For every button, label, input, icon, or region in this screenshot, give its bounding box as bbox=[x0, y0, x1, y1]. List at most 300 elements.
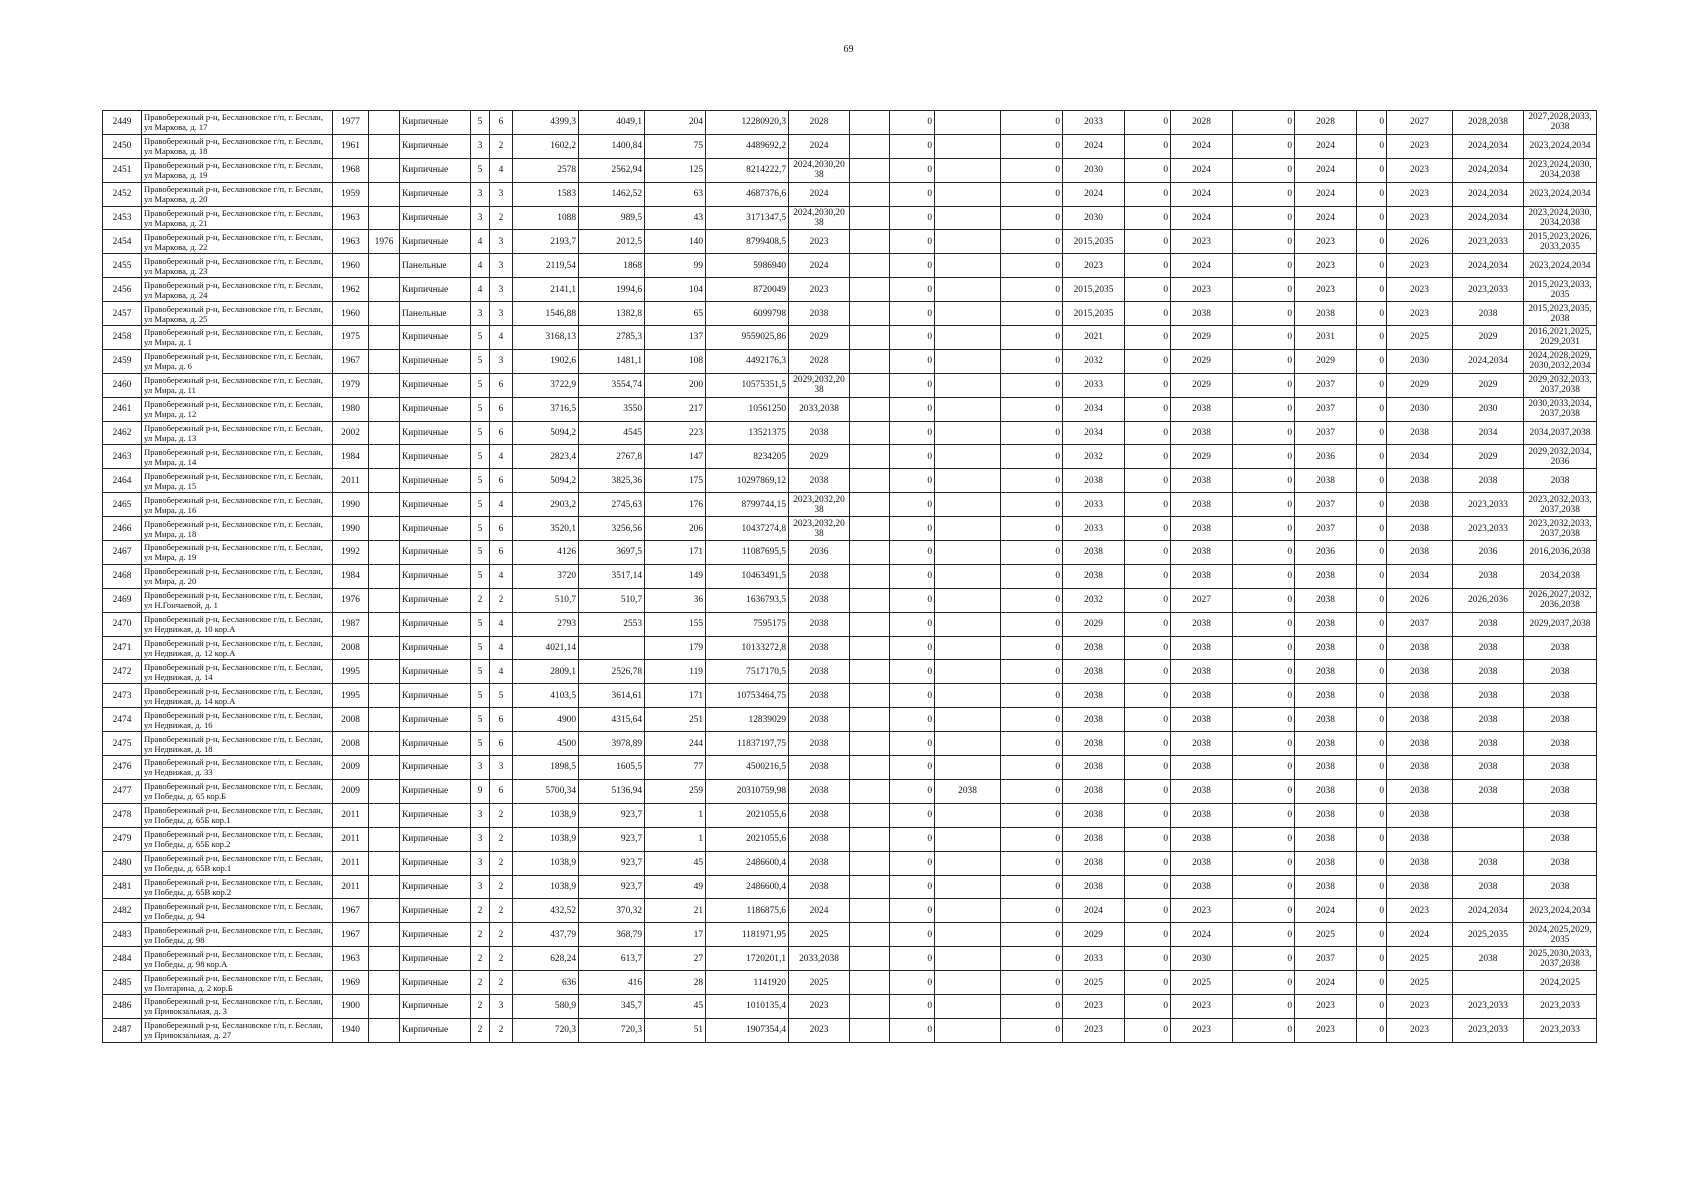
cell-value-col21: 0 bbox=[1357, 493, 1387, 517]
cell-term-col23: 2038 bbox=[1453, 469, 1524, 493]
cell-entrances: 4 bbox=[490, 326, 513, 350]
cell-value-col13: 0 bbox=[890, 875, 935, 899]
cell-term-col23: 2036 bbox=[1453, 541, 1524, 565]
cell-wall-material: Кирпичные bbox=[400, 947, 471, 971]
cell-term-col14 bbox=[935, 278, 1001, 302]
cell-term-col12 bbox=[850, 158, 890, 182]
table-row bbox=[103, 660, 1597, 684]
cell-term-col20: 2023 bbox=[1295, 1018, 1357, 1042]
cell-living-area: 989,5 bbox=[579, 206, 645, 230]
cell-entrances: 4 bbox=[490, 158, 513, 182]
cell-term-col14 bbox=[935, 803, 1001, 827]
cell-entrances: 2 bbox=[490, 851, 513, 875]
cell-term-col16: 2023 bbox=[1063, 254, 1125, 278]
cell-repair-cost: 3171347,5 bbox=[706, 206, 789, 230]
cell-entrances: 2 bbox=[490, 803, 513, 827]
cell-value-col17: 0 bbox=[1125, 397, 1171, 421]
cell-entrances: 2 bbox=[490, 971, 513, 995]
cell-entrances: 3 bbox=[490, 349, 513, 373]
cell-wall-material: Кирпичные bbox=[400, 326, 471, 350]
cell-entrances: 3 bbox=[490, 182, 513, 206]
cell-term-col18: 2023 bbox=[1171, 899, 1233, 923]
cell-term-col20: 2038 bbox=[1295, 302, 1357, 326]
cell-row-number: 2464 bbox=[103, 469, 142, 493]
cell-value-col21: 0 bbox=[1357, 684, 1387, 708]
cell-repair-cost: 9559025,86 bbox=[706, 326, 789, 350]
cell-residents: 45 bbox=[645, 994, 706, 1018]
cell-living-area: 1994,6 bbox=[579, 278, 645, 302]
cell-term-col12 bbox=[850, 612, 890, 636]
cell-term-col14 bbox=[935, 660, 1001, 684]
cell-term-roof: 2024 bbox=[789, 254, 850, 278]
cell-term-col22: 2025 bbox=[1387, 971, 1453, 995]
cell-term-col18: 2024 bbox=[1171, 923, 1233, 947]
cell-row-number: 2459 bbox=[103, 349, 142, 373]
cell-term-roof: 2038 bbox=[789, 779, 850, 803]
cell-value-col19: 0 bbox=[1233, 230, 1295, 254]
cell-term-col22: 2023 bbox=[1387, 182, 1453, 206]
cell-entrances: 2 bbox=[490, 899, 513, 923]
cell-value-col15: 0 bbox=[1001, 708, 1063, 732]
cell-row-number: 2454 bbox=[103, 230, 142, 254]
cell-value-col13: 0 bbox=[890, 421, 935, 445]
cell-term-col18: 2029 bbox=[1171, 445, 1233, 469]
cell-wall-material: Кирпичные bbox=[400, 517, 471, 541]
cell-term-col20: 2038 bbox=[1295, 827, 1357, 851]
cell-term-roof: 2025 bbox=[789, 923, 850, 947]
cell-term-col22: 2038 bbox=[1387, 708, 1453, 732]
cell-living-area: 923,7 bbox=[579, 875, 645, 899]
cell-total-area: 4103,5 bbox=[513, 684, 579, 708]
cell-term-col20: 2036 bbox=[1295, 445, 1357, 469]
cell-term-col20: 2028 bbox=[1295, 111, 1357, 135]
cell-build-year: 1992 bbox=[333, 541, 369, 565]
cell-entrances: 5 bbox=[490, 684, 513, 708]
cell-term-all-works: 2027,2028,2033, 2038 bbox=[1524, 111, 1597, 135]
cell-value-col21: 0 bbox=[1357, 994, 1387, 1018]
cell-living-area: 3697,5 bbox=[579, 541, 645, 565]
cell-reconstruction-year bbox=[369, 947, 400, 971]
cell-wall-material: Кирпичные bbox=[400, 134, 471, 158]
cell-term-all-works: 2015,2023,2033, 2035 bbox=[1524, 278, 1597, 302]
cell-term-col12 bbox=[850, 373, 890, 397]
cell-term-col14 bbox=[935, 827, 1001, 851]
cell-term-col16: 2038 bbox=[1063, 684, 1125, 708]
cell-term-roof: 2038 bbox=[789, 660, 850, 684]
cell-entrances: 4 bbox=[490, 564, 513, 588]
cell-term-col14 bbox=[935, 397, 1001, 421]
cell-term-col14 bbox=[935, 899, 1001, 923]
cell-value-col13: 0 bbox=[890, 349, 935, 373]
cell-term-col18: 2038 bbox=[1171, 421, 1233, 445]
cell-build-year: 1967 bbox=[333, 899, 369, 923]
cell-reconstruction-year bbox=[369, 111, 400, 135]
cell-reconstruction-year bbox=[369, 206, 400, 230]
cell-living-area: 613,7 bbox=[579, 947, 645, 971]
cell-row-number: 2473 bbox=[103, 684, 142, 708]
cell-floors: 2 bbox=[471, 994, 490, 1018]
cell-value-col15: 0 bbox=[1001, 803, 1063, 827]
cell-value-col15: 0 bbox=[1001, 206, 1063, 230]
cell-entrances: 4 bbox=[490, 445, 513, 469]
cell-wall-material: Кирпичные bbox=[400, 182, 471, 206]
cell-row-number: 2483 bbox=[103, 923, 142, 947]
cell-term-col20: 2037 bbox=[1295, 517, 1357, 541]
cell-term-all-works: 2038 bbox=[1524, 875, 1597, 899]
cell-value-col15: 0 bbox=[1001, 349, 1063, 373]
cell-residents: 99 bbox=[645, 254, 706, 278]
cell-living-area: 923,7 bbox=[579, 803, 645, 827]
cell-term-col23: 2029 bbox=[1453, 445, 1524, 469]
cell-value-col17: 0 bbox=[1125, 182, 1171, 206]
cell-term-col20: 2038 bbox=[1295, 612, 1357, 636]
cell-reconstruction-year bbox=[369, 254, 400, 278]
cell-residents: 108 bbox=[645, 349, 706, 373]
cell-term-col22: 2023 bbox=[1387, 1018, 1453, 1042]
cell-term-col14 bbox=[935, 254, 1001, 278]
cell-repair-cost: 7517170,5 bbox=[706, 660, 789, 684]
cell-wall-material: Кирпичные bbox=[400, 1018, 471, 1042]
cell-repair-cost: 2486600,4 bbox=[706, 875, 789, 899]
cell-entrances: 6 bbox=[490, 421, 513, 445]
cell-term-col12 bbox=[850, 111, 890, 135]
table-row bbox=[103, 541, 1597, 565]
cell-residents: 137 bbox=[645, 326, 706, 350]
cell-term-col12 bbox=[850, 875, 890, 899]
cell-build-year: 1960 bbox=[333, 254, 369, 278]
cell-term-col20: 2037 bbox=[1295, 397, 1357, 421]
cell-term-all-works: 2038 bbox=[1524, 851, 1597, 875]
cell-wall-material: Кирпичные bbox=[400, 206, 471, 230]
cell-repair-cost: 8234205 bbox=[706, 445, 789, 469]
cell-residents: 75 bbox=[645, 134, 706, 158]
cell-value-col21: 0 bbox=[1357, 756, 1387, 780]
cell-term-col16: 2030 bbox=[1063, 158, 1125, 182]
cell-living-area: 3554,74 bbox=[579, 373, 645, 397]
cell-value-col15: 0 bbox=[1001, 732, 1063, 756]
cell-reconstruction-year bbox=[369, 732, 400, 756]
cell-value-col19: 0 bbox=[1233, 684, 1295, 708]
cell-value-col17: 0 bbox=[1125, 732, 1171, 756]
cell-term-roof: 2038 bbox=[789, 732, 850, 756]
cell-row-number: 2455 bbox=[103, 254, 142, 278]
cell-term-all-works: 2038 bbox=[1524, 469, 1597, 493]
cell-value-col21: 0 bbox=[1357, 875, 1387, 899]
cell-value-col19: 0 bbox=[1233, 158, 1295, 182]
cell-value-col21: 0 bbox=[1357, 899, 1387, 923]
cell-value-col21: 0 bbox=[1357, 111, 1387, 135]
cell-entrances: 6 bbox=[490, 541, 513, 565]
cell-term-roof: 2038 bbox=[789, 756, 850, 780]
cell-term-col16: 2038 bbox=[1063, 541, 1125, 565]
cell-value-col15: 0 bbox=[1001, 493, 1063, 517]
cell-floors: 5 bbox=[471, 421, 490, 445]
cell-row-number: 2480 bbox=[103, 851, 142, 875]
cell-reconstruction-year bbox=[369, 636, 400, 660]
cell-floors: 3 bbox=[471, 206, 490, 230]
cell-residents: 259 bbox=[645, 779, 706, 803]
cell-living-area: 720,3 bbox=[579, 1018, 645, 1042]
cell-value-col19: 0 bbox=[1233, 421, 1295, 445]
cell-term-col20: 2038 bbox=[1295, 732, 1357, 756]
cell-term-col12 bbox=[850, 588, 890, 612]
cell-value-col15: 0 bbox=[1001, 373, 1063, 397]
cell-term-col22: 2038 bbox=[1387, 421, 1453, 445]
cell-wall-material: Кирпичные bbox=[400, 923, 471, 947]
cell-value-col15: 0 bbox=[1001, 875, 1063, 899]
cell-term-col12 bbox=[850, 708, 890, 732]
cell-term-col22: 2023 bbox=[1387, 278, 1453, 302]
cell-value-col21: 0 bbox=[1357, 923, 1387, 947]
cell-term-roof: 2033,2038 bbox=[789, 947, 850, 971]
cell-reconstruction-year bbox=[369, 588, 400, 612]
cell-build-year: 1990 bbox=[333, 517, 369, 541]
cell-term-all-works: 2023,2024,2034 bbox=[1524, 182, 1597, 206]
cell-value-col17: 0 bbox=[1125, 947, 1171, 971]
cell-reconstruction-year bbox=[369, 373, 400, 397]
cell-value-col19: 0 bbox=[1233, 636, 1295, 660]
cell-total-area: 5094,2 bbox=[513, 469, 579, 493]
cell-term-all-works: 2030,2033,2034, 2037,2038 bbox=[1524, 397, 1597, 421]
cell-term-all-works: 2026,2027,2032, 2036,2038 bbox=[1524, 588, 1597, 612]
cell-value-col13: 0 bbox=[890, 851, 935, 875]
cell-term-col16: 2038 bbox=[1063, 875, 1125, 899]
cell-row-number: 2479 bbox=[103, 827, 142, 851]
cell-build-year: 1984 bbox=[333, 564, 369, 588]
table-row bbox=[103, 206, 1597, 230]
cell-value-col17: 0 bbox=[1125, 899, 1171, 923]
cell-term-col14: 2038 bbox=[935, 779, 1001, 803]
cell-reconstruction-year bbox=[369, 660, 400, 684]
cell-term-col12 bbox=[850, 278, 890, 302]
cell-term-col14 bbox=[935, 158, 1001, 182]
cell-value-col17: 0 bbox=[1125, 636, 1171, 660]
cell-value-col17: 0 bbox=[1125, 971, 1171, 995]
cell-entrances: 3 bbox=[490, 230, 513, 254]
cell-total-area: 1902,6 bbox=[513, 349, 579, 373]
cell-value-col19: 0 bbox=[1233, 326, 1295, 350]
cell-term-roof: 2038 bbox=[789, 588, 850, 612]
cell-living-area bbox=[579, 636, 645, 660]
cell-term-col23: 2038 bbox=[1453, 660, 1524, 684]
cell-term-col23 bbox=[1453, 827, 1524, 851]
cell-term-col20: 2037 bbox=[1295, 373, 1357, 397]
cell-value-col15: 0 bbox=[1001, 397, 1063, 421]
cell-wall-material: Кирпичные bbox=[400, 756, 471, 780]
cell-total-area: 1898,5 bbox=[513, 756, 579, 780]
cell-term-col18: 2025 bbox=[1171, 971, 1233, 995]
cell-address: Правобережный р-н, Беслановское г/п, г. Беслан, ул Мира, д. 12 bbox=[142, 397, 333, 421]
cell-term-roof: 2038 bbox=[789, 803, 850, 827]
cell-entrances: 4 bbox=[490, 612, 513, 636]
cell-wall-material: Кирпичные bbox=[400, 684, 471, 708]
cell-repair-cost: 10133272,8 bbox=[706, 636, 789, 660]
cell-wall-material: Панельные bbox=[400, 254, 471, 278]
cell-term-roof: 2038 bbox=[789, 564, 850, 588]
cell-entrances: 6 bbox=[490, 708, 513, 732]
cell-value-col17: 0 bbox=[1125, 445, 1171, 469]
cell-reconstruction-year bbox=[369, 851, 400, 875]
cell-address: Правобережный р-н, Беслановское г/п, г. Беслан, ул Мира, д. 6 bbox=[142, 349, 333, 373]
cell-address: Правобережный р-н, Беслановское г/п, г. Беслан, ул Победы, д. 98 кор.А bbox=[142, 947, 333, 971]
cell-term-col23: 2029 bbox=[1453, 326, 1524, 350]
cell-row-number: 2487 bbox=[103, 1018, 142, 1042]
cell-value-col19: 0 bbox=[1233, 517, 1295, 541]
cell-total-area: 4900 bbox=[513, 708, 579, 732]
cell-row-number: 2453 bbox=[103, 206, 142, 230]
cell-term-roof: 2025 bbox=[789, 971, 850, 995]
cell-build-year: 2008 bbox=[333, 636, 369, 660]
cell-term-col20: 2038 bbox=[1295, 684, 1357, 708]
cell-term-col23: 2038 bbox=[1453, 732, 1524, 756]
cell-value-col19: 0 bbox=[1233, 564, 1295, 588]
cell-reconstruction-year bbox=[369, 756, 400, 780]
cell-repair-cost: 4492176,3 bbox=[706, 349, 789, 373]
cell-term-col18: 2024 bbox=[1171, 206, 1233, 230]
cell-build-year: 1995 bbox=[333, 684, 369, 708]
cell-wall-material: Кирпичные bbox=[400, 851, 471, 875]
cell-term-col18: 2038 bbox=[1171, 732, 1233, 756]
cell-value-col19: 0 bbox=[1233, 947, 1295, 971]
cell-term-col16: 2034 bbox=[1063, 421, 1125, 445]
cell-entrances: 6 bbox=[490, 779, 513, 803]
cell-term-all-works: 2023,2024,2034 bbox=[1524, 899, 1597, 923]
cell-address: Правобережный р-н, Беслановское г/п, г. Беслан, ул Недвижая, д. 12 кор.А bbox=[142, 636, 333, 660]
cell-reconstruction-year bbox=[369, 445, 400, 469]
cell-value-col15: 0 bbox=[1001, 182, 1063, 206]
cell-floors: 3 bbox=[471, 756, 490, 780]
cell-value-col21: 0 bbox=[1357, 349, 1387, 373]
cell-term-all-works: 2029,2032,2034, 2036 bbox=[1524, 445, 1597, 469]
cell-term-col22: 2038 bbox=[1387, 732, 1453, 756]
cell-term-col12 bbox=[850, 684, 890, 708]
cell-term-col20: 2038 bbox=[1295, 756, 1357, 780]
cell-term-col16: 2032 bbox=[1063, 349, 1125, 373]
cell-value-col21: 0 bbox=[1357, 803, 1387, 827]
cell-term-col12 bbox=[850, 564, 890, 588]
cell-entrances: 6 bbox=[490, 469, 513, 493]
cell-term-col16: 2032 bbox=[1063, 445, 1125, 469]
cell-term-col16: 2025 bbox=[1063, 971, 1125, 995]
cell-residents: 51 bbox=[645, 1018, 706, 1042]
cell-living-area: 370,32 bbox=[579, 899, 645, 923]
cell-value-col13: 0 bbox=[890, 971, 935, 995]
cell-term-col14 bbox=[935, 182, 1001, 206]
cell-value-col19: 0 bbox=[1233, 588, 1295, 612]
cell-row-number: 2450 bbox=[103, 134, 142, 158]
cell-residents: 21 bbox=[645, 899, 706, 923]
cell-value-col13: 0 bbox=[890, 684, 935, 708]
cell-floors: 5 bbox=[471, 732, 490, 756]
cell-living-area: 1382,8 bbox=[579, 302, 645, 326]
cell-residents: 147 bbox=[645, 445, 706, 469]
cell-term-roof: 2028 bbox=[789, 349, 850, 373]
cell-floors: 2 bbox=[471, 971, 490, 995]
cell-build-year: 2011 bbox=[333, 469, 369, 493]
cell-residents: 45 bbox=[645, 851, 706, 875]
cell-repair-cost: 11837197,75 bbox=[706, 732, 789, 756]
table-row bbox=[103, 708, 1597, 732]
cell-total-area: 2809,1 bbox=[513, 660, 579, 684]
cell-row-number: 2476 bbox=[103, 756, 142, 780]
cell-floors: 4 bbox=[471, 278, 490, 302]
cell-value-col19: 0 bbox=[1233, 851, 1295, 875]
cell-reconstruction-year bbox=[369, 182, 400, 206]
cell-value-col15: 0 bbox=[1001, 947, 1063, 971]
cell-term-col12 bbox=[850, 947, 890, 971]
cell-term-all-works: 2038 bbox=[1524, 732, 1597, 756]
cell-value-col21: 0 bbox=[1357, 373, 1387, 397]
cell-term-col12 bbox=[850, 134, 890, 158]
cell-row-number: 2484 bbox=[103, 947, 142, 971]
cell-term-col22: 2025 bbox=[1387, 326, 1453, 350]
cell-value-col13: 0 bbox=[890, 708, 935, 732]
cell-term-roof: 2024 bbox=[789, 182, 850, 206]
cell-value-col15: 0 bbox=[1001, 517, 1063, 541]
cell-reconstruction-year bbox=[369, 994, 400, 1018]
cell-living-area: 510,7 bbox=[579, 588, 645, 612]
cell-term-col18: 2038 bbox=[1171, 779, 1233, 803]
cell-reconstruction-year bbox=[369, 971, 400, 995]
cell-term-col22: 2030 bbox=[1387, 397, 1453, 421]
cell-build-year: 1940 bbox=[333, 1018, 369, 1042]
cell-term-col22: 2038 bbox=[1387, 851, 1453, 875]
cell-term-col14 bbox=[935, 326, 1001, 350]
cell-row-number: 2461 bbox=[103, 397, 142, 421]
cell-address: Правобережный р-н, Беслановское г/п, г. Беслан, ул Маркова, д. 21 bbox=[142, 206, 333, 230]
cell-term-all-works: 2023,2024,2034 bbox=[1524, 254, 1597, 278]
cell-wall-material: Кирпичные bbox=[400, 660, 471, 684]
cell-total-area: 3520,1 bbox=[513, 517, 579, 541]
cell-value-col19: 0 bbox=[1233, 349, 1295, 373]
cell-term-all-works: 2023,2024,2034 bbox=[1524, 134, 1597, 158]
cell-value-col17: 0 bbox=[1125, 206, 1171, 230]
cell-term-col23: 2038 bbox=[1453, 779, 1524, 803]
cell-term-col16: 2038 bbox=[1063, 779, 1125, 803]
cell-wall-material: Кирпичные bbox=[400, 875, 471, 899]
table-row bbox=[103, 971, 1597, 995]
cell-value-col17: 0 bbox=[1125, 564, 1171, 588]
cell-value-col13: 0 bbox=[890, 230, 935, 254]
cell-value-col15: 0 bbox=[1001, 302, 1063, 326]
cell-address: Правобережный р-н, Беслановское г/п, г. Беслан, ул Мира, д. 13 bbox=[142, 421, 333, 445]
cell-term-col20: 2038 bbox=[1295, 636, 1357, 660]
cell-address: Правобережный р-н, Беслановское г/п, г. Беслан, ул Н.Гончаевой, д. 1 bbox=[142, 588, 333, 612]
cell-value-col13: 0 bbox=[890, 541, 935, 565]
cell-residents: 36 bbox=[645, 588, 706, 612]
cell-row-number: 2462 bbox=[103, 421, 142, 445]
cell-residents: 244 bbox=[645, 732, 706, 756]
cell-term-col16: 2033 bbox=[1063, 111, 1125, 135]
cell-term-all-works: 2023,2032,2033, 2037,2038 bbox=[1524, 493, 1597, 517]
cell-term-col16: 2024 bbox=[1063, 899, 1125, 923]
cell-term-col12 bbox=[850, 636, 890, 660]
cell-term-col22: 2038 bbox=[1387, 803, 1453, 827]
cell-term-col22: 2038 bbox=[1387, 517, 1453, 541]
table-row bbox=[103, 564, 1597, 588]
cell-repair-cost: 4687376,6 bbox=[706, 182, 789, 206]
cell-build-year: 1961 bbox=[333, 134, 369, 158]
cell-term-col12 bbox=[850, 660, 890, 684]
cell-entrances: 2 bbox=[490, 947, 513, 971]
cell-value-col17: 0 bbox=[1125, 708, 1171, 732]
cell-term-roof: 2038 bbox=[789, 827, 850, 851]
cell-term-col22: 2038 bbox=[1387, 660, 1453, 684]
table-row bbox=[103, 469, 1597, 493]
cell-term-col22: 2023 bbox=[1387, 302, 1453, 326]
cell-floors: 3 bbox=[471, 134, 490, 158]
table-row bbox=[103, 803, 1597, 827]
